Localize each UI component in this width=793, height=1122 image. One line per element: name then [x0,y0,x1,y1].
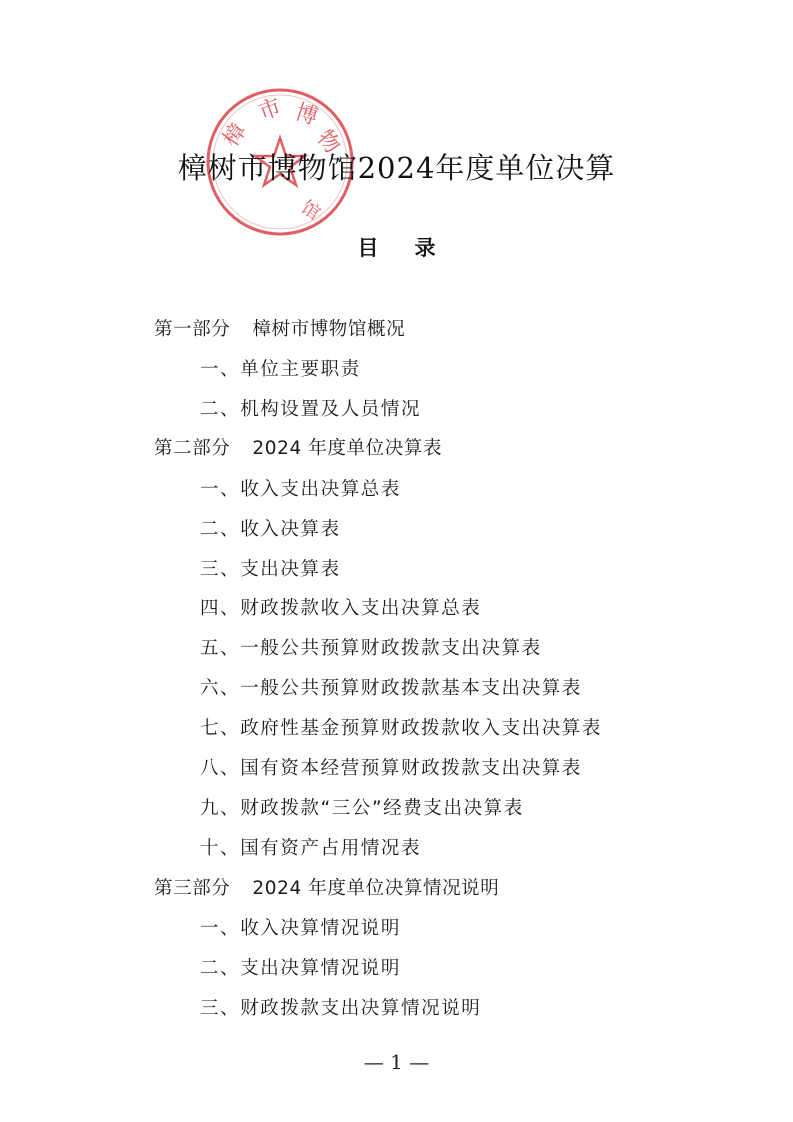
part-label: 第三部分 [154,878,231,899]
toc-item[interactable]: 六、一般公共预算财政拨款基本支出决算表 [200,678,582,699]
toc-heading-char: 录 [414,236,436,260]
toc-item[interactable]: 二、支出决算情况说明 [200,958,402,979]
toc-heading-char: 目 [357,236,379,260]
toc-item[interactable]: 一、单位主要职责 [200,359,361,380]
toc-item[interactable]: 一、收入支出决算总表 [200,479,402,500]
toc-item[interactable]: 三、财政拨款支出决算情况说明 [200,998,482,1019]
toc-item[interactable]: 三、支出决算表 [200,559,341,580]
part-title: 2024 年度单位决算表 [252,438,443,459]
toc-heading [0,232,793,262]
document-title: 樟树市博物馆2024年度单位决算 [177,151,616,185]
svg-text:博: 博 [292,99,321,131]
toc-item[interactable]: 二、收入决算表 [200,519,341,540]
svg-text:物: 物 [311,125,345,159]
toc-item[interactable]: 七、政府性基金预算财政拨款收入支出决算表 [200,718,603,739]
toc-item[interactable]: 二、机构设置及人员情况 [200,399,422,420]
toc-item[interactable]: 四、财政拨款收入支出决算总表 [200,598,482,619]
toc-item[interactable]: 一、收入决算情况说明 [200,918,402,939]
part-title: 樟树市博物馆概况 [252,319,406,340]
svg-text:市: 市 [255,94,285,126]
part-label: 第二部分 [154,438,231,459]
svg-text:樟: 樟 [218,119,252,152]
svg-text:馆: 馆 [297,196,324,225]
toc-item[interactable]: 十、国有资产占用情况表 [200,838,422,859]
toc-item[interactable]: 八、国有资本经营预算财政拨款支出决算表 [200,758,582,779]
toc-item[interactable]: 九、财政拨款“三公”经费支出决算表 [200,798,524,819]
page-number: — 1 — [363,1050,430,1074]
part-label: 第一部分 [154,319,231,340]
toc-item[interactable]: 五、一般公共预算财政拨款支出决算表 [200,638,542,659]
part-title: 2024 年度单位决算情况说明 [252,878,500,899]
toc-part-3[interactable] [154,877,499,901]
toc-part-1[interactable] [154,318,405,342]
toc-part-2[interactable] [154,437,442,461]
